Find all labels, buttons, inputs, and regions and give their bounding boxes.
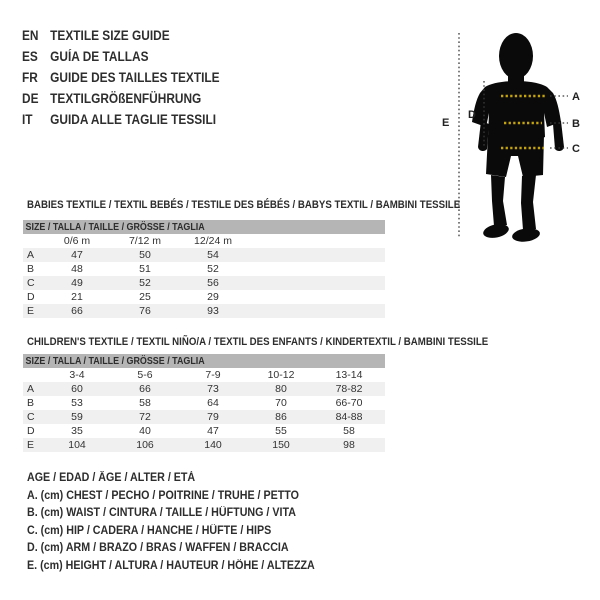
table-row	[23, 262, 385, 276]
table-cell: 104	[68, 439, 86, 451]
size-columns-row	[23, 368, 385, 382]
size-column-label: 7/12 m	[128, 235, 162, 247]
table-cell: 66	[71, 305, 83, 317]
table-cell: 29	[207, 291, 219, 303]
language-list	[22, 25, 247, 130]
label-chest-A: A	[572, 91, 580, 103]
size-column-label: 5-6	[137, 369, 153, 381]
legend-line: AGE / EDAD / ÂGE / ALTER / ETÀ	[27, 472, 196, 484]
table-cell: 51	[139, 263, 151, 275]
language-label: TEXTILGRÖßENFÜHRUNG	[50, 91, 202, 106]
language-code: DE	[22, 91, 39, 106]
table-cell: 66-70	[335, 397, 363, 409]
size-column-label: 0/6 m	[63, 235, 91, 247]
children-section-title: CHILDREN'S TEXTILE / TEXTIL NIÑO/A / TEXTIL DES ENFANTS / KINDERTEXTIL / BAMBINI TESSILE	[27, 336, 489, 348]
table-cell: 78-82	[335, 383, 363, 395]
table-cell: 49	[71, 277, 83, 289]
row-label: E	[27, 439, 35, 451]
table-cell: 35	[71, 425, 83, 437]
size-column-label: 10-12	[267, 369, 295, 381]
table-cell: 53	[71, 397, 83, 409]
table-cell: 47	[207, 425, 219, 437]
table-cell: 140	[204, 439, 222, 451]
row-label: C	[27, 277, 35, 289]
child-silhouette-icon	[472, 33, 564, 243]
table-cell: 59	[71, 411, 83, 423]
legend-line: C. (cm) HIP / CADERA / HANCHE / HÜFTE / HIPS	[27, 524, 272, 537]
table-row	[23, 276, 385, 290]
language-code: FR	[22, 70, 38, 85]
language-code: IT	[22, 112, 33, 127]
table-cell: 52	[207, 263, 219, 275]
table-cell: 58	[343, 425, 355, 437]
language-label: TEXTILE SIZE GUIDE	[50, 28, 170, 43]
row-label: C	[27, 411, 35, 423]
language-row	[22, 25, 220, 46]
table-cell: 72	[139, 411, 151, 423]
table-header	[23, 354, 385, 368]
table-cell: 54	[207, 249, 219, 261]
size-column-label: 3-4	[69, 369, 85, 381]
language-code: EN	[22, 28, 39, 43]
language-row	[22, 46, 220, 67]
table-row	[23, 396, 385, 410]
table-row	[23, 438, 385, 452]
measurement-legend	[27, 470, 336, 575]
language-row	[22, 109, 220, 130]
table-cell: 150	[272, 439, 290, 451]
size-columns-row	[23, 234, 385, 248]
row-label: E	[27, 305, 35, 317]
table-cell: 93	[207, 305, 219, 317]
table-row	[23, 382, 385, 396]
table-cell: 79	[207, 411, 219, 423]
row-label: B	[27, 263, 35, 275]
label-height-E: E	[442, 117, 450, 129]
table-cell: 58	[139, 397, 151, 409]
table-cell: 40	[139, 425, 151, 437]
babies-section-title: BABIES TEXTILE / TEXTIL BEBÉS / TESTILE DES BÉBÉS / BABYS TEXTIL / BAMBINI TESSILE	[27, 199, 461, 211]
legend-line: B. (cm) WAIST / CINTURA / TAILLE / HÜFTUNG / VITA	[27, 507, 296, 519]
language-code: ES	[22, 49, 38, 64]
row-label: D	[27, 425, 35, 437]
language-label: GUIDA ALLE TAGLIE TESSILI	[50, 112, 217, 127]
table-cell: 84-88	[335, 411, 363, 423]
table-cell: 47	[71, 249, 83, 261]
table-cell: 70	[275, 397, 287, 409]
table-cell: 86	[275, 411, 287, 423]
table-header	[23, 220, 385, 234]
table-header-label: SIZE / TALLA / TAILLE / GRÖSSE / TAGLIA	[25, 355, 205, 367]
table-cell: 25	[139, 291, 151, 303]
size-column-label: 13-14	[335, 369, 363, 381]
table-row	[23, 424, 385, 438]
table-cell: 73	[207, 383, 219, 395]
legend-line: E. (cm) HEIGHT / ALTURA / HAUTEUR / HÖHE / ALTEZZA	[27, 559, 315, 572]
label-waist-B: B	[572, 118, 580, 130]
children-size-table	[23, 354, 385, 452]
table-cell: 106	[136, 439, 154, 451]
language-label: GUIDE DES TAILLES TEXTILE	[50, 70, 220, 85]
table-cell: 66	[139, 383, 151, 395]
table-cell: 64	[207, 397, 219, 409]
table-header-label: SIZE / TALLA / TAILLE / GRÖSSE / TAGLIA	[25, 221, 205, 233]
babies-size-table	[23, 220, 385, 318]
table-row	[23, 410, 385, 424]
row-label: D	[27, 291, 35, 303]
measurement-figure	[425, 25, 600, 245]
table-cell: 76	[139, 305, 151, 317]
row-label: A	[27, 249, 35, 261]
label-hip-C: C	[572, 143, 580, 155]
table-cell: 21	[71, 291, 83, 303]
table-cell: 98	[343, 439, 355, 451]
table-cell: 52	[139, 277, 151, 289]
table-cell: 60	[71, 383, 83, 395]
legend-line: A. (cm) CHEST / PECHO / POITRINE / TRUHE / PETTO	[27, 489, 299, 502]
language-row	[22, 88, 220, 109]
table-cell: 80	[275, 383, 287, 395]
row-label: A	[27, 383, 35, 395]
table-cell: 48	[71, 263, 83, 275]
row-label: B	[27, 397, 35, 409]
label-arm-D: D	[468, 109, 476, 121]
table-row	[23, 290, 385, 304]
size-column-label: 7-9	[205, 369, 221, 381]
table-cell: 50	[139, 249, 151, 261]
table-row	[23, 304, 385, 318]
legend-line: D. (cm) ARM / BRAZO / BRAS / WAFFEN / BRACCIA	[27, 542, 289, 554]
language-label: GUÍA DE TALLAS	[50, 49, 149, 64]
table-cell: 56	[207, 277, 219, 289]
table-cell: 55	[275, 425, 287, 437]
language-row	[22, 67, 220, 88]
table-row	[23, 248, 385, 262]
size-column-label: 12/24 m	[194, 235, 232, 247]
